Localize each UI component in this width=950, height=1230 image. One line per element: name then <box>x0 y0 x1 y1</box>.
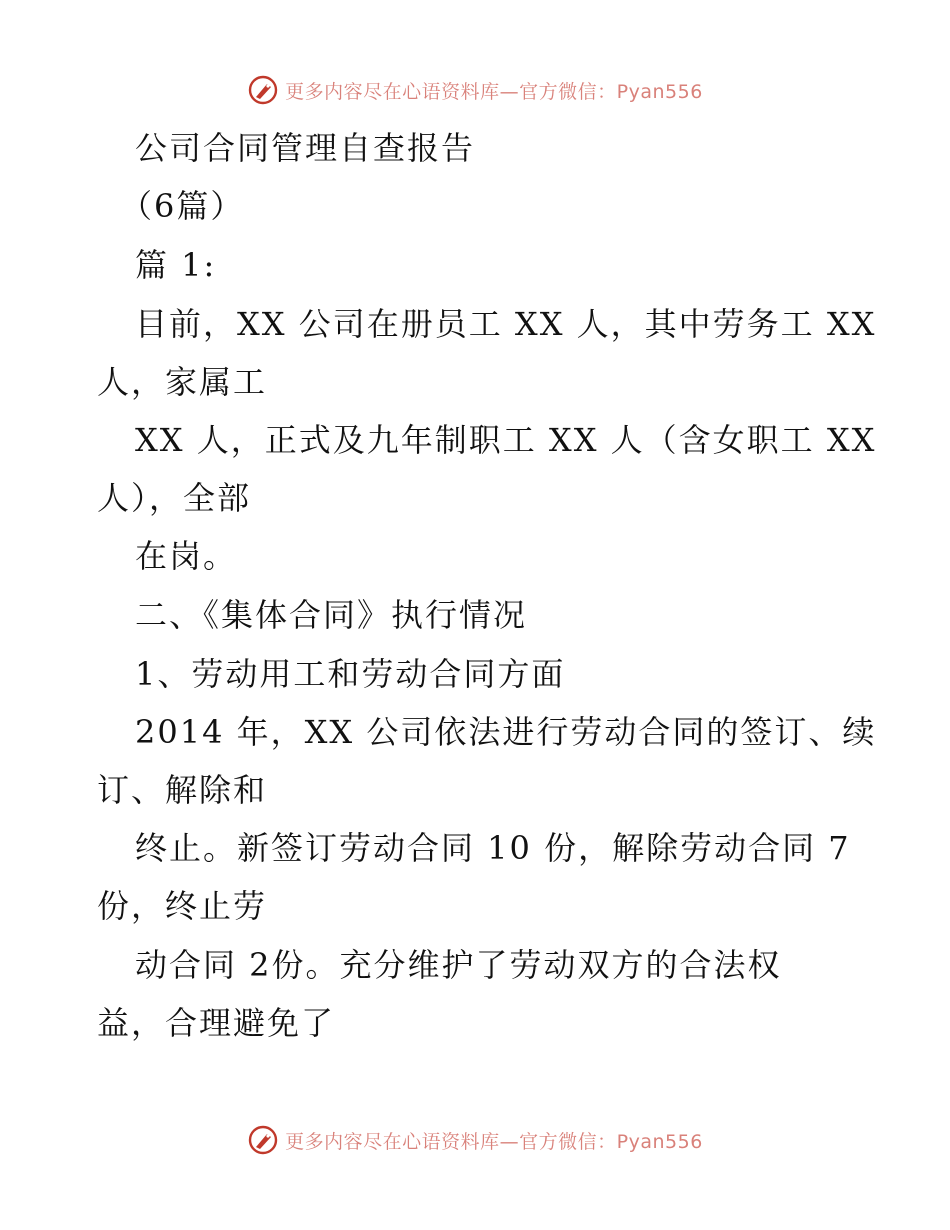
paragraph-line: 2014 年，XX 公司依法进行劳动合同的签订、续 <box>135 713 877 751</box>
paragraph-line: 在岗。 <box>135 537 238 575</box>
footer-banner <box>0 1120 950 1160</box>
document-subtitle: （6篇） <box>120 187 245 225</box>
paragraph-line: XX 人，正式及九年制职工 XX 人（含女职工 XX <box>135 421 877 459</box>
paragraph-line: 份，终止劳 <box>97 887 268 925</box>
paragraph-line: 益，合理避免了 <box>97 1004 336 1042</box>
paragraph-line: 人，家属工 <box>97 363 268 401</box>
paragraph-line: 动合同 2份。充分维护了劳动双方的合法权 <box>135 946 782 984</box>
paragraph-line: 目前，XX 公司在册员工 XX 人，其中劳务工 XX <box>135 305 877 343</box>
subsection-heading: 1、劳动用工和劳动合同方面 <box>135 655 566 693</box>
pen-nib-logo-icon <box>247 1124 279 1156</box>
section-heading: 二、《集体合同》执行情况 <box>135 596 528 634</box>
footer-banner-text: 更多内容尽在心语资料库—官方微信：Pyan556 <box>285 1130 703 1153</box>
paragraph-line: 人），全部 <box>97 479 252 517</box>
header-banner-text: 更多内容尽在心语资料库—官方微信：Pyan556 <box>285 80 703 103</box>
paragraph-line: 订、解除和 <box>97 771 268 809</box>
document-title: 公司合同管理自查报告 <box>135 129 476 167</box>
section-label: 篇 1: <box>135 246 217 284</box>
paragraph-line: 终止。新签订劳动合同 10 份，解除劳动合同 7 <box>135 829 851 867</box>
